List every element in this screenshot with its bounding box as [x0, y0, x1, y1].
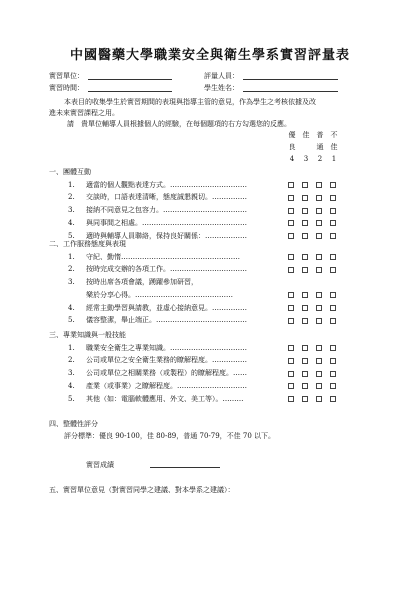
item-number: 2. [68, 265, 75, 274]
rating-checkbox[interactable] [316, 383, 322, 389]
time-field[interactable] [88, 91, 172, 92]
rating-checkbox[interactable] [330, 292, 336, 298]
rating-checkbox[interactable] [316, 195, 322, 201]
unit-label: 實習單位： [49, 72, 84, 80]
rating-checkbox[interactable] [302, 208, 308, 214]
item-text: 公司或單位之安全衛生業務的瞭解程度。…………… [86, 356, 247, 365]
rating-checkbox[interactable] [288, 371, 294, 377]
time-label: 實習時間： [49, 84, 84, 92]
rating-checkbox[interactable] [330, 220, 336, 226]
rating-header-scores-3: 1 [331, 155, 337, 163]
rating-checkbox[interactable] [316, 318, 322, 324]
rating-checkbox[interactable] [302, 292, 308, 298]
item-number: 4. [68, 218, 75, 227]
rating-header-top-0: 優 [288, 131, 296, 139]
item-number: 1. [68, 252, 75, 261]
intro-line-2: 進未來實習課程之用。 [49, 109, 119, 117]
rating-header-top-2: 普 [316, 131, 324, 139]
rating-checkbox[interactable] [316, 358, 322, 364]
rating-header-mid-0: 良 [288, 143, 296, 151]
rating-header-scores-1: 3 [303, 155, 309, 163]
rating-checkbox[interactable] [302, 267, 308, 273]
rating-checkbox[interactable] [288, 358, 294, 364]
item-text: 適當的個人觀點表達方式。…………………………… [86, 180, 247, 189]
rating-checkbox[interactable] [288, 233, 294, 239]
rating-checkbox[interactable] [330, 371, 336, 377]
item-number: 1. [68, 180, 75, 189]
rating-checkbox[interactable] [316, 267, 322, 273]
rating-checkbox[interactable] [288, 254, 294, 260]
rating-checkbox[interactable] [330, 254, 336, 260]
rating-checkbox[interactable] [316, 305, 322, 311]
item-number: 3. [68, 206, 75, 215]
item-text: 經常主動學習與請教，並虛心接納意見。…………… [86, 303, 247, 312]
rating-checkbox[interactable] [302, 371, 308, 377]
item-text: 其他（如：電腦軟體應用、外文、美工等）。……… [86, 394, 244, 403]
item-text: 接納不同意見之包容力。……………………………… [86, 206, 247, 215]
rating-checkbox[interactable] [330, 195, 336, 201]
rating-checkbox[interactable] [288, 182, 294, 188]
rating-checkbox[interactable] [316, 345, 322, 351]
comments-title: 五、實習單位意見（對實習同學之建議、對本學系之建議）： [49, 486, 235, 494]
rating-checkbox[interactable] [302, 182, 308, 188]
page-title: 中國醫藥大學職業安全與衛生學系實習評量表 [69, 48, 350, 63]
rating-checkbox[interactable] [302, 233, 308, 239]
item-text-continued: 樂於分享心得。…………………………………… [86, 290, 233, 299]
rating-checkbox[interactable] [330, 345, 336, 351]
student-field[interactable] [243, 91, 338, 92]
unit-field[interactable] [88, 79, 172, 80]
rating-header-mid-3: 佳 [330, 143, 338, 151]
item-text: 產業（或事業）之瞭解程度。………………………… [86, 381, 247, 390]
item-number: 5. [68, 231, 75, 240]
rating-checkbox[interactable] [288, 305, 294, 311]
rating-checkbox[interactable] [288, 220, 294, 226]
rating-checkbox[interactable] [288, 318, 294, 324]
rating-checkbox[interactable] [316, 396, 322, 402]
rating-header-top-1: 佳 [302, 131, 310, 139]
rating-checkbox[interactable] [330, 383, 336, 389]
rating-checkbox[interactable] [330, 318, 336, 324]
rating-header-mid-2: 通 [316, 143, 324, 151]
rating-checkbox[interactable] [330, 208, 336, 214]
item-text: 守紀、勤惰…………………………………………… [86, 252, 240, 261]
overall-criteria: 評分標準：優良 90-100，佳 80-89，普通 70-79，不佳 70 以下。 [64, 432, 276, 440]
item-number: 5. [68, 394, 75, 403]
item-text: 按時出席各項會議，踴躍參加研習， [86, 278, 198, 287]
item-number: 5. [68, 316, 75, 325]
rating-header-scores-2: 2 [317, 155, 323, 163]
item-text: 適時與輔導人員聯絡，保持良好關係：……………… [86, 231, 247, 240]
rating-checkbox[interactable] [302, 254, 308, 260]
rating-checkbox[interactable] [288, 208, 294, 214]
rating-checkbox[interactable] [316, 254, 322, 260]
item-number: 4. [68, 303, 75, 312]
rating-checkbox[interactable] [302, 220, 308, 226]
rating-checkbox[interactable] [330, 233, 336, 239]
overall-title: 四、整體性評分 [49, 420, 98, 428]
rating-checkbox[interactable] [330, 182, 336, 188]
item-text: 公司或單位之相關業務（或製程）的瞭解程度。…… [86, 369, 247, 378]
rating-checkbox[interactable] [316, 220, 322, 226]
item-number: 2. [68, 356, 75, 365]
rating-checkbox[interactable] [330, 396, 336, 402]
item-number: 1. [68, 343, 75, 352]
rating-checkbox[interactable] [330, 358, 336, 364]
rating-checkbox[interactable] [288, 383, 294, 389]
item-number: 3. [68, 278, 75, 287]
intro-line-1: 本表目的收集學生於實習期間的表現與指導主管的意見，作為學生之考核依據及改 [64, 98, 316, 106]
rating-checkbox[interactable] [288, 345, 294, 351]
rating-checkbox[interactable] [316, 233, 322, 239]
rating-checkbox[interactable] [302, 318, 308, 324]
item-number: 3. [68, 369, 75, 378]
item-text: 交談時，口語表達清晰，態度誠懇親切。…………… [86, 193, 247, 202]
rating-checkbox[interactable] [316, 292, 322, 298]
rater-label: 評量人員： [204, 72, 239, 80]
section-title-1: 一、團體互動 [49, 168, 91, 176]
rating-checkbox[interactable] [302, 345, 308, 351]
instruction-text: 請 貴單位輔導人員根據個人的經驗，在每個題項的右方勾選您的反應。 [67, 120, 291, 128]
rating-checkbox[interactable] [288, 195, 294, 201]
rating-checkbox[interactable] [302, 305, 308, 311]
rating-checkbox[interactable] [316, 208, 322, 214]
item-text: 按時完成交辦的各項工作。…………………………… [86, 265, 247, 274]
section-title-3: 三、專業知識與一般技能 [49, 331, 126, 339]
score-label: 實習成績 [86, 461, 114, 469]
rating-checkbox[interactable] [316, 182, 322, 188]
item-text: 與同事間之相處。……………………………………… [86, 218, 247, 227]
rating-checkbox[interactable] [316, 371, 322, 377]
item-number: 2. [68, 193, 75, 202]
rating-checkbox[interactable] [302, 195, 308, 201]
rating-checkbox[interactable] [288, 267, 294, 273]
score-field[interactable] [150, 467, 220, 468]
student-label: 學生姓名： [204, 84, 239, 92]
rating-header-top-3: 不 [330, 131, 338, 139]
section-title-2: 二、工作服務態度與表現 [49, 240, 126, 248]
rating-checkbox[interactable] [330, 305, 336, 311]
rating-checkbox[interactable] [302, 358, 308, 364]
item-text: 職業安全衛生之專業知識。…………………………… [86, 343, 247, 352]
rating-checkbox[interactable] [288, 396, 294, 402]
item-text: 儀容整潔，舉止端正。………………………………… [86, 316, 247, 325]
rater-field[interactable] [243, 79, 338, 80]
rating-checkbox[interactable] [288, 292, 294, 298]
rating-header-scores-0: 4 [289, 155, 295, 163]
item-number: 4. [68, 381, 75, 390]
rating-checkbox[interactable] [302, 396, 308, 402]
rating-checkbox[interactable] [330, 267, 336, 273]
rating-checkbox[interactable] [302, 383, 308, 389]
